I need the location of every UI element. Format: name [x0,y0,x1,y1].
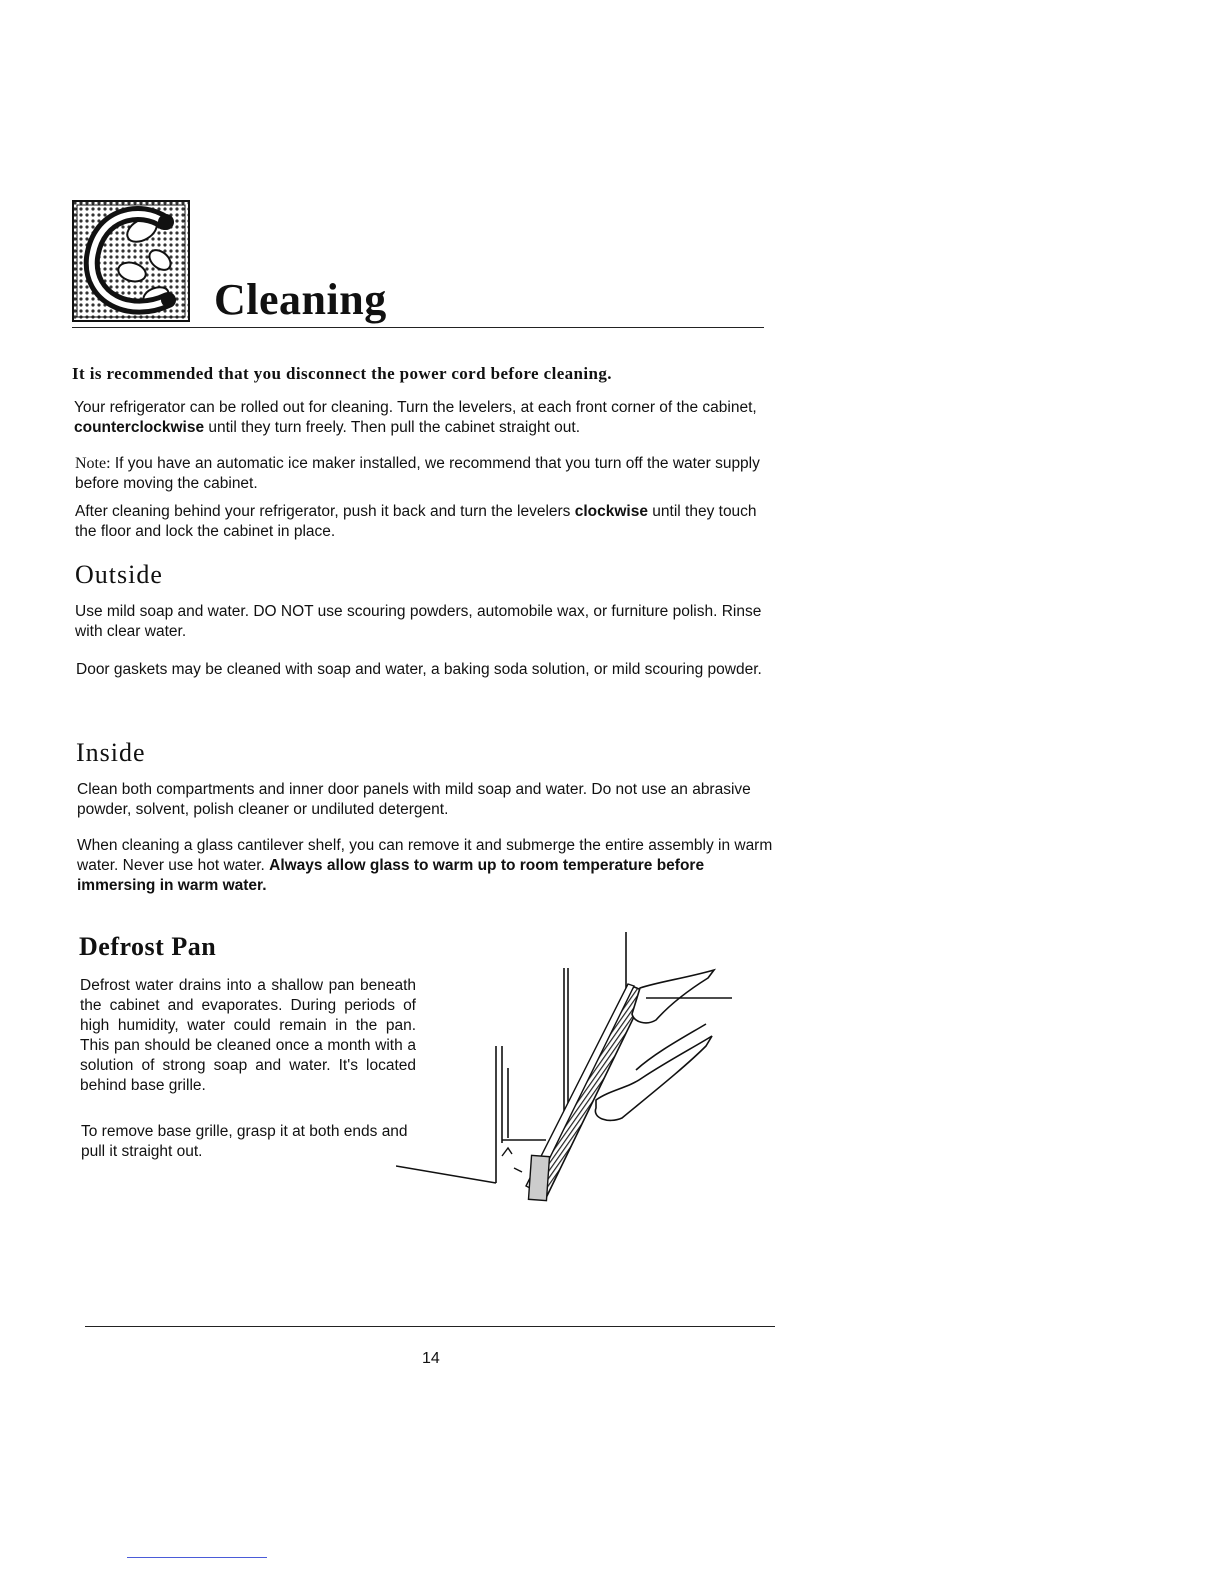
emphasis-clockwise: clockwise [574,503,648,520]
section-heading-defrost-pan: Defrost Pan [79,932,217,961]
outside-paragraph-gaskets: Door gaskets may be cleaned with soap and water, a baking soda solution, or mild scouring powder. [76,661,762,678]
title-divider [72,327,764,328]
intro-paragraph-levelers: After cleaning behind your refrigerator, push it back and turn the levelers clockwise until they touch the floor and lock the cabinet in place. [75,503,757,540]
page-number: 14 [422,1350,440,1367]
emphasis-counterclockwise: counterclockwise [74,419,205,436]
bottom-edge-mark [127,1557,267,1558]
outside-paragraph-soap: Use mild soap and water. DO NOT use scouring powders, automobile wax, or furniture polish. Rinse with clear water. [75,603,762,640]
defrost-paragraph-remove-grille: To remove base grille, grasp it at both ends and pull it straight out. [81,1123,408,1160]
section-heading-outside: Outside [75,560,163,589]
intro-paragraph-rolling: Your refrigerator can be rolled out for cleaning. Turn the levelers, at each front corner of the cabinet, counterclockwise until they turn freely. Then pull the cabinet straight out. [74,399,757,436]
note-label: Note: [75,455,111,472]
footer-divider [85,1326,775,1327]
defrost-paragraph-drain: Defrost water drains into a shallow pan beneath the cabinet and evaporates. During periods of high humidity, water could remain in the pan. This pan should be cleaned once a month with a solution of strong soap and water. It's located behind base grille. [80,977,416,1094]
inside-paragraph-glass-shelf: When cleaning a glass cantilever shelf, you can remove it and submerge the entire assembly in warm water. Never use hot water. Always allow glass to warm up to room temperature before immersing in warm water. [77,837,773,894]
ice-maker-note: Note: If you have an automatic ice maker installed, we recommend that you turn off the water supply before moving the cabinet. [75,455,760,492]
inside-paragraph-compartments: Clean both compartments and inner door panels with mild soap and water. Do not use an abrasive powder, solvent, polish cleaner or undiluted detergent. [77,781,751,818]
glass-warning: Always allow glass to warm up to room temperature before immersing in warm water. [77,857,705,894]
safety-lead-text: It is recommended that you disconnect the power cord before cleaning. [72,364,612,383]
hands-removing-base-grille-illustration [396,928,740,1208]
ornamental-letter-c-icon [72,200,190,322]
section-heading-inside: Inside [76,738,146,767]
page-title: Cleaning [214,275,387,324]
